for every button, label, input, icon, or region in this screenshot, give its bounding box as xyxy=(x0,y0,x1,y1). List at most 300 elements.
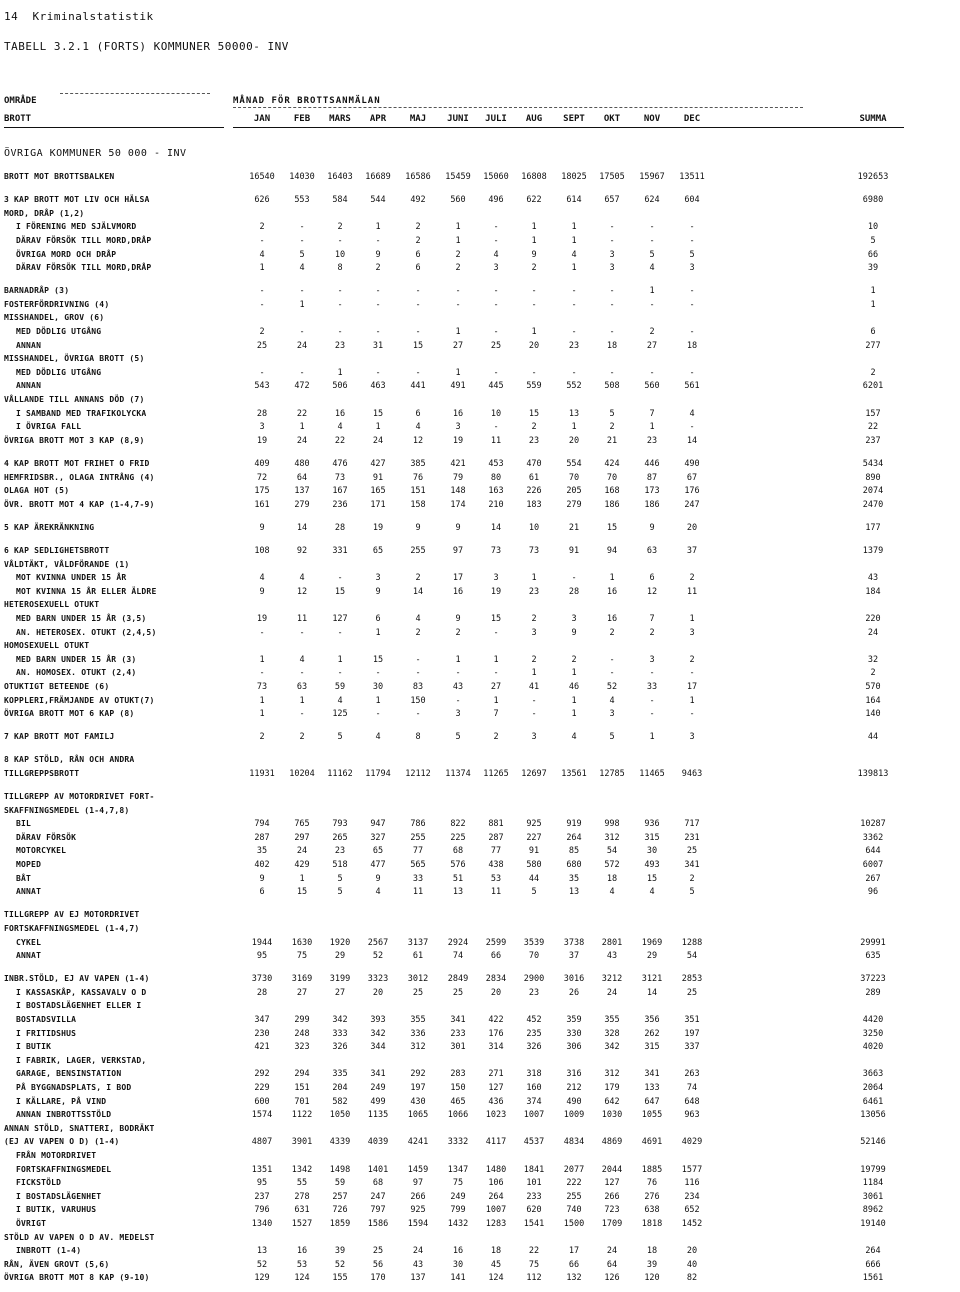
cell-jan: 4807 xyxy=(251,1137,273,1148)
cell-apr: 499 xyxy=(370,1096,386,1107)
cell-mars: 326 xyxy=(332,1042,348,1053)
cell-feb: 63 xyxy=(296,681,308,692)
cell-nov: 936 xyxy=(644,819,660,830)
cell-okt: - xyxy=(609,299,615,310)
cell-juli: 11 xyxy=(490,887,502,898)
cell-apr: 91 xyxy=(372,472,384,483)
cell-juli: 2834 xyxy=(485,974,507,985)
cell-mars: 15 xyxy=(334,586,346,597)
cell-summa: 139813 xyxy=(857,768,889,779)
cell-nov: 63 xyxy=(646,545,658,556)
cell-juli: 27 xyxy=(490,681,502,692)
cell-jan: 4 xyxy=(259,573,265,584)
table-row xyxy=(0,1056,960,1068)
cell-mars: 1 xyxy=(337,654,343,665)
cell-apr: 1 xyxy=(375,627,381,638)
cell-okt: 312 xyxy=(604,832,620,843)
cell-okt: 15 xyxy=(606,522,618,533)
cell-juli: 453 xyxy=(488,458,504,469)
cell-nov: 4691 xyxy=(641,1137,663,1148)
cell-aug: 559 xyxy=(526,381,542,392)
cell-jan: 2 xyxy=(259,732,265,743)
cell-jan: 421 xyxy=(254,1042,270,1053)
cell-summa: 3250 xyxy=(862,1028,884,1039)
cell-juni: 9 xyxy=(455,613,461,624)
cell-sept: 13 xyxy=(568,408,580,419)
table-row xyxy=(0,1273,960,1285)
cell-mars: 204 xyxy=(332,1083,348,1093)
table-row xyxy=(0,560,960,572)
cell-apr: 249 xyxy=(370,1083,386,1093)
row-label: ÖVRIGA BROTT MOT 3 KAP (8,9) xyxy=(4,435,145,445)
cell-summa: 184 xyxy=(865,586,881,597)
cell-juni: 3 xyxy=(455,422,461,433)
cell-summa: 2 xyxy=(870,367,876,378)
cell-aug: 112 xyxy=(526,1273,542,1284)
table-row xyxy=(0,846,960,858)
table-row xyxy=(0,769,960,781)
cell-nov: 2 xyxy=(649,627,655,638)
cell-mars: 27 xyxy=(334,987,346,998)
cell-dec: - xyxy=(689,327,695,337)
cell-maj: - xyxy=(415,286,421,297)
cell-okt: 572 xyxy=(604,860,620,870)
row-label: 6 KAP SEDLIGHETSBROTT xyxy=(4,545,110,555)
table-row xyxy=(0,523,960,535)
row-label: MOT KVINNA 15 ÅR ELLER ÄLDRE xyxy=(16,586,157,596)
row-label: AN. HOMOSEX. OTUKT (2,4) xyxy=(16,668,137,678)
row-label: TILLGREPP AV EJ MOTORDRIVET xyxy=(4,910,140,920)
row-label: HETEROSEXUELL OTUKT xyxy=(4,600,100,610)
cell-okt: 1709 xyxy=(601,1219,623,1229)
cell-maj: 8 xyxy=(415,732,421,743)
cell-okt: - xyxy=(609,654,615,665)
cell-juli: 287 xyxy=(488,832,504,843)
cell-juni: 249 xyxy=(450,1191,466,1202)
table-row xyxy=(0,1246,960,1258)
cell-dec: - xyxy=(689,299,695,310)
table-row xyxy=(0,682,960,694)
cell-sept: 1 xyxy=(571,422,577,433)
cell-summa: 1561 xyxy=(862,1273,884,1284)
cell-summa: 66 xyxy=(867,249,879,260)
row-label: STÖLD AV VAPEN O D AV. MEDELST xyxy=(4,1232,155,1242)
cell-maj: 33 xyxy=(412,873,424,884)
cell-juli: 3 xyxy=(493,263,499,274)
cell-apr: 463 xyxy=(370,381,386,392)
cell-summa: 277 xyxy=(865,340,881,351)
cell-maj: 1459 xyxy=(407,1164,429,1175)
table-row xyxy=(0,628,960,640)
cell-jan: - xyxy=(259,668,265,679)
cell-summa: 22 xyxy=(867,422,879,433)
cell-okt: 70 xyxy=(606,472,618,483)
cell-juli: 2599 xyxy=(485,937,507,948)
cell-dec: 351 xyxy=(684,1015,700,1025)
row-label: MED DÖDLIG UTGÅNG xyxy=(16,327,102,336)
cell-juni: 17 xyxy=(452,573,464,584)
cell-maj: 77 xyxy=(412,846,424,857)
cell-mars: - xyxy=(337,573,343,584)
table-row xyxy=(0,587,960,599)
row-label: HEMFRIDSBR., OLAGA INTRÅNG (4) xyxy=(4,472,155,482)
cell-feb: 480 xyxy=(294,458,310,469)
cell-mars: 16 xyxy=(334,408,346,419)
cell-nov: 76 xyxy=(646,1178,658,1189)
cell-juni: 43 xyxy=(452,681,464,692)
cell-juli: 2 xyxy=(493,732,499,743)
cell-summa: 24 xyxy=(867,627,879,638)
cell-dec: 247 xyxy=(684,499,700,510)
row-label: MORD, DRÅP (1,2) xyxy=(4,208,85,218)
cell-maj: 76 xyxy=(412,472,424,483)
cell-nov: 120 xyxy=(644,1273,660,1284)
cell-okt: 508 xyxy=(604,381,620,392)
cell-okt: 424 xyxy=(604,458,620,469)
cell-maj: 441 xyxy=(410,381,426,392)
cell-juni: 1347 xyxy=(447,1164,469,1175)
cell-juli: - xyxy=(493,627,499,638)
cell-jan: 2 xyxy=(259,222,265,233)
cell-aug: 20 xyxy=(528,340,540,351)
cell-aug: 1 xyxy=(531,573,537,584)
cell-maj: 6 xyxy=(415,408,421,419)
cell-jan: 229 xyxy=(254,1083,270,1093)
cell-dec: 40 xyxy=(686,1259,698,1270)
cell-mars: - xyxy=(337,299,343,310)
row-label: ANNAN STÖLD, SNATTERI, BODRÄKT xyxy=(4,1123,155,1133)
table-row xyxy=(0,910,960,922)
cell-aug: 23 xyxy=(528,435,540,446)
cell-okt: 2801 xyxy=(601,937,623,948)
cell-juli: 422 xyxy=(488,1015,504,1025)
cell-juli: 4 xyxy=(493,249,499,260)
table-row xyxy=(0,573,960,585)
cell-maj: 197 xyxy=(410,1083,426,1093)
cell-aug: - xyxy=(531,286,537,297)
cell-feb: 1122 xyxy=(291,1110,313,1121)
cell-jan: 347 xyxy=(254,1015,270,1025)
cell-dec: 2 xyxy=(689,654,695,665)
cell-sept: 4 xyxy=(571,732,577,743)
cell-juni: 1432 xyxy=(447,1219,469,1229)
cell-summa: 29991 xyxy=(860,937,886,948)
cell-aug: 22 xyxy=(528,1246,540,1257)
cell-sept: 2077 xyxy=(563,1164,585,1175)
cell-summa: 192653 xyxy=(857,172,889,182)
cell-apr: - xyxy=(375,299,381,310)
cell-okt: 5 xyxy=(609,732,615,743)
cell-jan: 237 xyxy=(254,1191,270,1202)
cell-dec: 1577 xyxy=(681,1164,703,1175)
row-label: MED DÖDLIG UTGÅNG xyxy=(16,367,102,377)
cell-summa: 37223 xyxy=(860,974,886,985)
row-label: 5 KAP ÄREKRÄNKNING xyxy=(4,522,95,532)
cell-feb: 2 xyxy=(299,732,305,743)
cell-nov: 276 xyxy=(644,1191,660,1202)
cell-apr: 1135 xyxy=(367,1110,389,1121)
cell-juli: 436 xyxy=(488,1096,504,1107)
cell-mars: 2 xyxy=(337,222,343,233)
cell-summa: 4420 xyxy=(862,1015,884,1025)
cell-maj: 4 xyxy=(415,422,421,433)
cell-apr: 1 xyxy=(375,695,381,706)
cell-dec: 604 xyxy=(684,195,700,206)
cell-juli: 1283 xyxy=(485,1219,507,1229)
cell-nov: - xyxy=(649,695,655,706)
cell-sept: 4834 xyxy=(563,1137,585,1148)
cell-sept: 46 xyxy=(568,681,580,692)
cell-apr: 947 xyxy=(370,819,386,830)
cell-mars: 10 xyxy=(334,249,346,260)
cell-feb: 151 xyxy=(294,1083,310,1093)
cell-juni: - xyxy=(455,286,461,297)
cell-nov: 3121 xyxy=(641,974,663,985)
cell-aug: 470 xyxy=(526,458,542,469)
cell-feb: 1 xyxy=(299,695,305,706)
cell-apr: 52 xyxy=(372,951,384,962)
cell-feb: 55 xyxy=(296,1178,308,1189)
cell-summa: 3663 xyxy=(862,1069,884,1080)
cell-juli: 18 xyxy=(490,1246,502,1257)
cell-aug: 4537 xyxy=(523,1137,545,1148)
cell-summa: 4020 xyxy=(862,1042,884,1053)
cell-nov: 6 xyxy=(649,573,655,584)
cell-jan: 409 xyxy=(254,458,270,469)
cell-summa: 6007 xyxy=(862,860,884,870)
row-label: 4 KAP BROTT MOT FRIHET O FRID xyxy=(4,458,150,468)
cell-jan: 1 xyxy=(259,654,265,665)
row-label: I BOSTADSLÄGENHET xyxy=(16,1191,102,1201)
cell-nov: 638 xyxy=(644,1205,660,1216)
cell-maj: 61 xyxy=(412,951,424,962)
row-label: VÅLLANDE TILL ANNANS DÖD (7) xyxy=(4,395,145,404)
cell-mars: - xyxy=(337,286,343,297)
cell-juli: 271 xyxy=(488,1069,504,1080)
cell-maj: 3137 xyxy=(407,937,429,948)
cell-feb: - xyxy=(299,627,305,638)
cell-apr: 15 xyxy=(372,408,384,419)
cell-nov: 2 xyxy=(649,327,655,337)
cell-juli: 176 xyxy=(488,1028,504,1039)
cell-mars: 8 xyxy=(337,263,343,274)
cell-dec: 1 xyxy=(689,613,695,624)
cell-aug: 2900 xyxy=(523,974,545,985)
cell-maj: - xyxy=(415,367,421,378)
cell-sept: 554 xyxy=(566,458,582,469)
cell-sept: 1 xyxy=(571,235,577,246)
cell-aug: 16808 xyxy=(521,172,547,182)
cell-juni: 3332 xyxy=(447,1137,469,1148)
cell-juni: 1 xyxy=(455,222,461,233)
cell-summa: 3061 xyxy=(862,1191,884,1202)
cell-mars: 265 xyxy=(332,832,348,843)
row-label: ANNAN xyxy=(16,340,42,350)
cell-jan: 230 xyxy=(254,1028,270,1039)
cell-apr: 9 xyxy=(375,873,381,884)
table-row xyxy=(0,236,960,248)
table-row xyxy=(0,327,960,339)
cell-aug: 44 xyxy=(528,873,540,884)
cell-mars: - xyxy=(337,327,343,337)
cell-juli: 15060 xyxy=(483,172,509,182)
cell-okt: 3212 xyxy=(601,974,623,985)
cell-apr: 544 xyxy=(370,195,386,206)
cell-jan: 1351 xyxy=(251,1164,273,1175)
cell-maj: 6 xyxy=(415,249,421,260)
row-label: 8 KAP STÖLD, RÅN OCH ANDRA xyxy=(4,755,135,765)
cell-mars: 342 xyxy=(332,1015,348,1025)
cell-juni: 2924 xyxy=(447,937,469,948)
cell-sept: 919 xyxy=(566,819,582,830)
cell-aug: 41 xyxy=(528,681,540,692)
cell-maj: 14 xyxy=(412,586,424,597)
cell-apr: 4 xyxy=(375,887,381,898)
cell-nov: - xyxy=(649,668,655,679)
cell-juli: 124 xyxy=(488,1273,504,1284)
cell-feb: 765 xyxy=(294,819,310,830)
cell-juli: 73 xyxy=(490,545,502,556)
cell-apr: 797 xyxy=(370,1205,386,1216)
cell-juni: 799 xyxy=(450,1205,466,1216)
table-row xyxy=(0,887,960,899)
cell-okt: - xyxy=(609,222,615,233)
cell-jan: 9 xyxy=(259,522,265,533)
cell-jan: - xyxy=(259,299,265,310)
cell-dec: 74 xyxy=(686,1083,698,1093)
cell-dec: 197 xyxy=(684,1028,700,1039)
cell-maj: 15 xyxy=(412,340,424,351)
cell-nov: 29 xyxy=(646,951,658,962)
cell-juni: 341 xyxy=(450,1015,466,1025)
table-row xyxy=(0,1192,960,1204)
cell-dec: - xyxy=(689,235,695,246)
cell-feb: 1630 xyxy=(291,937,313,948)
cell-nov: 87 xyxy=(646,472,658,483)
row-label: MED BARN UNDER 15 ÅR (3) xyxy=(16,654,137,664)
cell-sept: 26 xyxy=(568,987,580,998)
row-label: (EJ AV VAPEN O D) (1-4) xyxy=(4,1137,120,1147)
cell-aug: 9 xyxy=(531,249,537,260)
row-label: MED BARN UNDER 15 ÅR (3,5) xyxy=(16,613,147,623)
cell-juni: 9 xyxy=(455,522,461,533)
cell-aug: 12697 xyxy=(521,768,547,779)
cell-sept: 1 xyxy=(571,263,577,274)
cell-summa: 3362 xyxy=(862,832,884,843)
row-label: TILLGREPPSBROTT xyxy=(4,768,80,778)
cell-maj: 151 xyxy=(410,486,426,497)
cell-aug: 226 xyxy=(526,486,542,497)
cell-jan: 95 xyxy=(256,1178,268,1189)
cell-dec: 648 xyxy=(684,1096,700,1107)
row-label: ÖVRIGA BROTT MOT 8 KAP (9-10) xyxy=(4,1273,150,1283)
cell-nov: 23 xyxy=(646,435,658,446)
cell-okt: - xyxy=(609,367,615,378)
cell-maj: 11 xyxy=(412,887,424,898)
month-header-10: NOV xyxy=(643,114,661,124)
cell-jan: 402 xyxy=(254,860,270,870)
cell-nov: - xyxy=(649,709,655,720)
row-label: MOT KVINNA UNDER 15 ÅR xyxy=(16,573,127,583)
cell-apr: 9 xyxy=(375,249,381,260)
cell-sept: 552 xyxy=(566,381,582,392)
cell-jan: 25 xyxy=(256,340,268,351)
cell-aug: 2 xyxy=(531,654,537,665)
cell-apr: 68 xyxy=(372,1178,384,1189)
table-row xyxy=(0,1015,960,1027)
cell-okt: 3 xyxy=(609,249,615,260)
cell-juni: 74 xyxy=(452,951,464,962)
cell-nov: 647 xyxy=(644,1096,660,1107)
table-row xyxy=(0,614,960,626)
cell-apr: 20 xyxy=(372,987,384,998)
cell-sept: 330 xyxy=(566,1028,582,1039)
cell-aug: 925 xyxy=(526,819,542,830)
cell-okt: 64 xyxy=(606,1259,618,1270)
cell-juni: 1 xyxy=(455,235,461,246)
cell-dec: 37 xyxy=(686,545,698,556)
cell-okt: 21 xyxy=(606,435,618,446)
cell-jan: - xyxy=(259,627,265,638)
cell-mars: 23 xyxy=(334,846,346,857)
table-row xyxy=(0,1165,960,1177)
header-rule-right xyxy=(233,127,904,128)
row-label: KOPPLERI,FRÄMJANDE AV OTUKT(7) xyxy=(4,695,155,705)
cell-juli: 1007 xyxy=(485,1205,507,1216)
cell-apr: 65 xyxy=(372,545,384,556)
table-row xyxy=(0,1137,960,1149)
cell-jan: 3 xyxy=(259,422,265,433)
cell-feb: 278 xyxy=(294,1191,310,1202)
cell-jan: 35 xyxy=(256,846,268,857)
cell-summa: 264 xyxy=(865,1246,881,1257)
cell-aug: 3 xyxy=(531,732,537,743)
cell-sept: 18025 xyxy=(561,172,587,182)
row-label: OLAGA HOT (5) xyxy=(4,486,70,496)
cell-maj: 2 xyxy=(415,627,421,638)
row-label: BIL xyxy=(16,819,32,829)
cell-apr: 3 xyxy=(375,573,381,584)
cell-juni: 560 xyxy=(450,195,466,206)
row-label: I ÖVRIGA FALL xyxy=(16,422,82,432)
row-label: BÅT xyxy=(16,873,32,883)
cell-feb: - xyxy=(299,709,305,720)
month-header-9: OKT xyxy=(603,114,621,124)
cell-feb: 1 xyxy=(299,299,305,310)
cell-feb: 92 xyxy=(296,545,308,556)
cell-nov: 4 xyxy=(649,887,655,898)
cell-summa: 2 xyxy=(870,668,876,679)
cell-feb: 27 xyxy=(296,987,308,998)
cell-aug: 2 xyxy=(531,613,537,624)
cell-summa: 164 xyxy=(865,695,881,706)
cell-apr: 9 xyxy=(375,586,381,597)
cell-juni: 25 xyxy=(452,987,464,998)
cell-juli: 15 xyxy=(490,613,502,624)
cell-summa: 52146 xyxy=(860,1137,886,1148)
table-row xyxy=(0,395,960,407)
cell-dec: 652 xyxy=(684,1205,700,1216)
table-row xyxy=(0,381,960,393)
cell-okt: 16 xyxy=(606,613,618,624)
page-title: Kriminalstatistik xyxy=(32,10,154,23)
crime-column-label: BROTT xyxy=(4,114,32,124)
cell-apr: 327 xyxy=(370,832,386,843)
row-label: VÅLDTÄKT, VÅLDFÖRANDE (1) xyxy=(4,559,130,569)
cell-feb: 4 xyxy=(299,573,305,584)
cell-summa: 220 xyxy=(865,613,881,624)
cell-jan: 11931 xyxy=(249,768,275,779)
